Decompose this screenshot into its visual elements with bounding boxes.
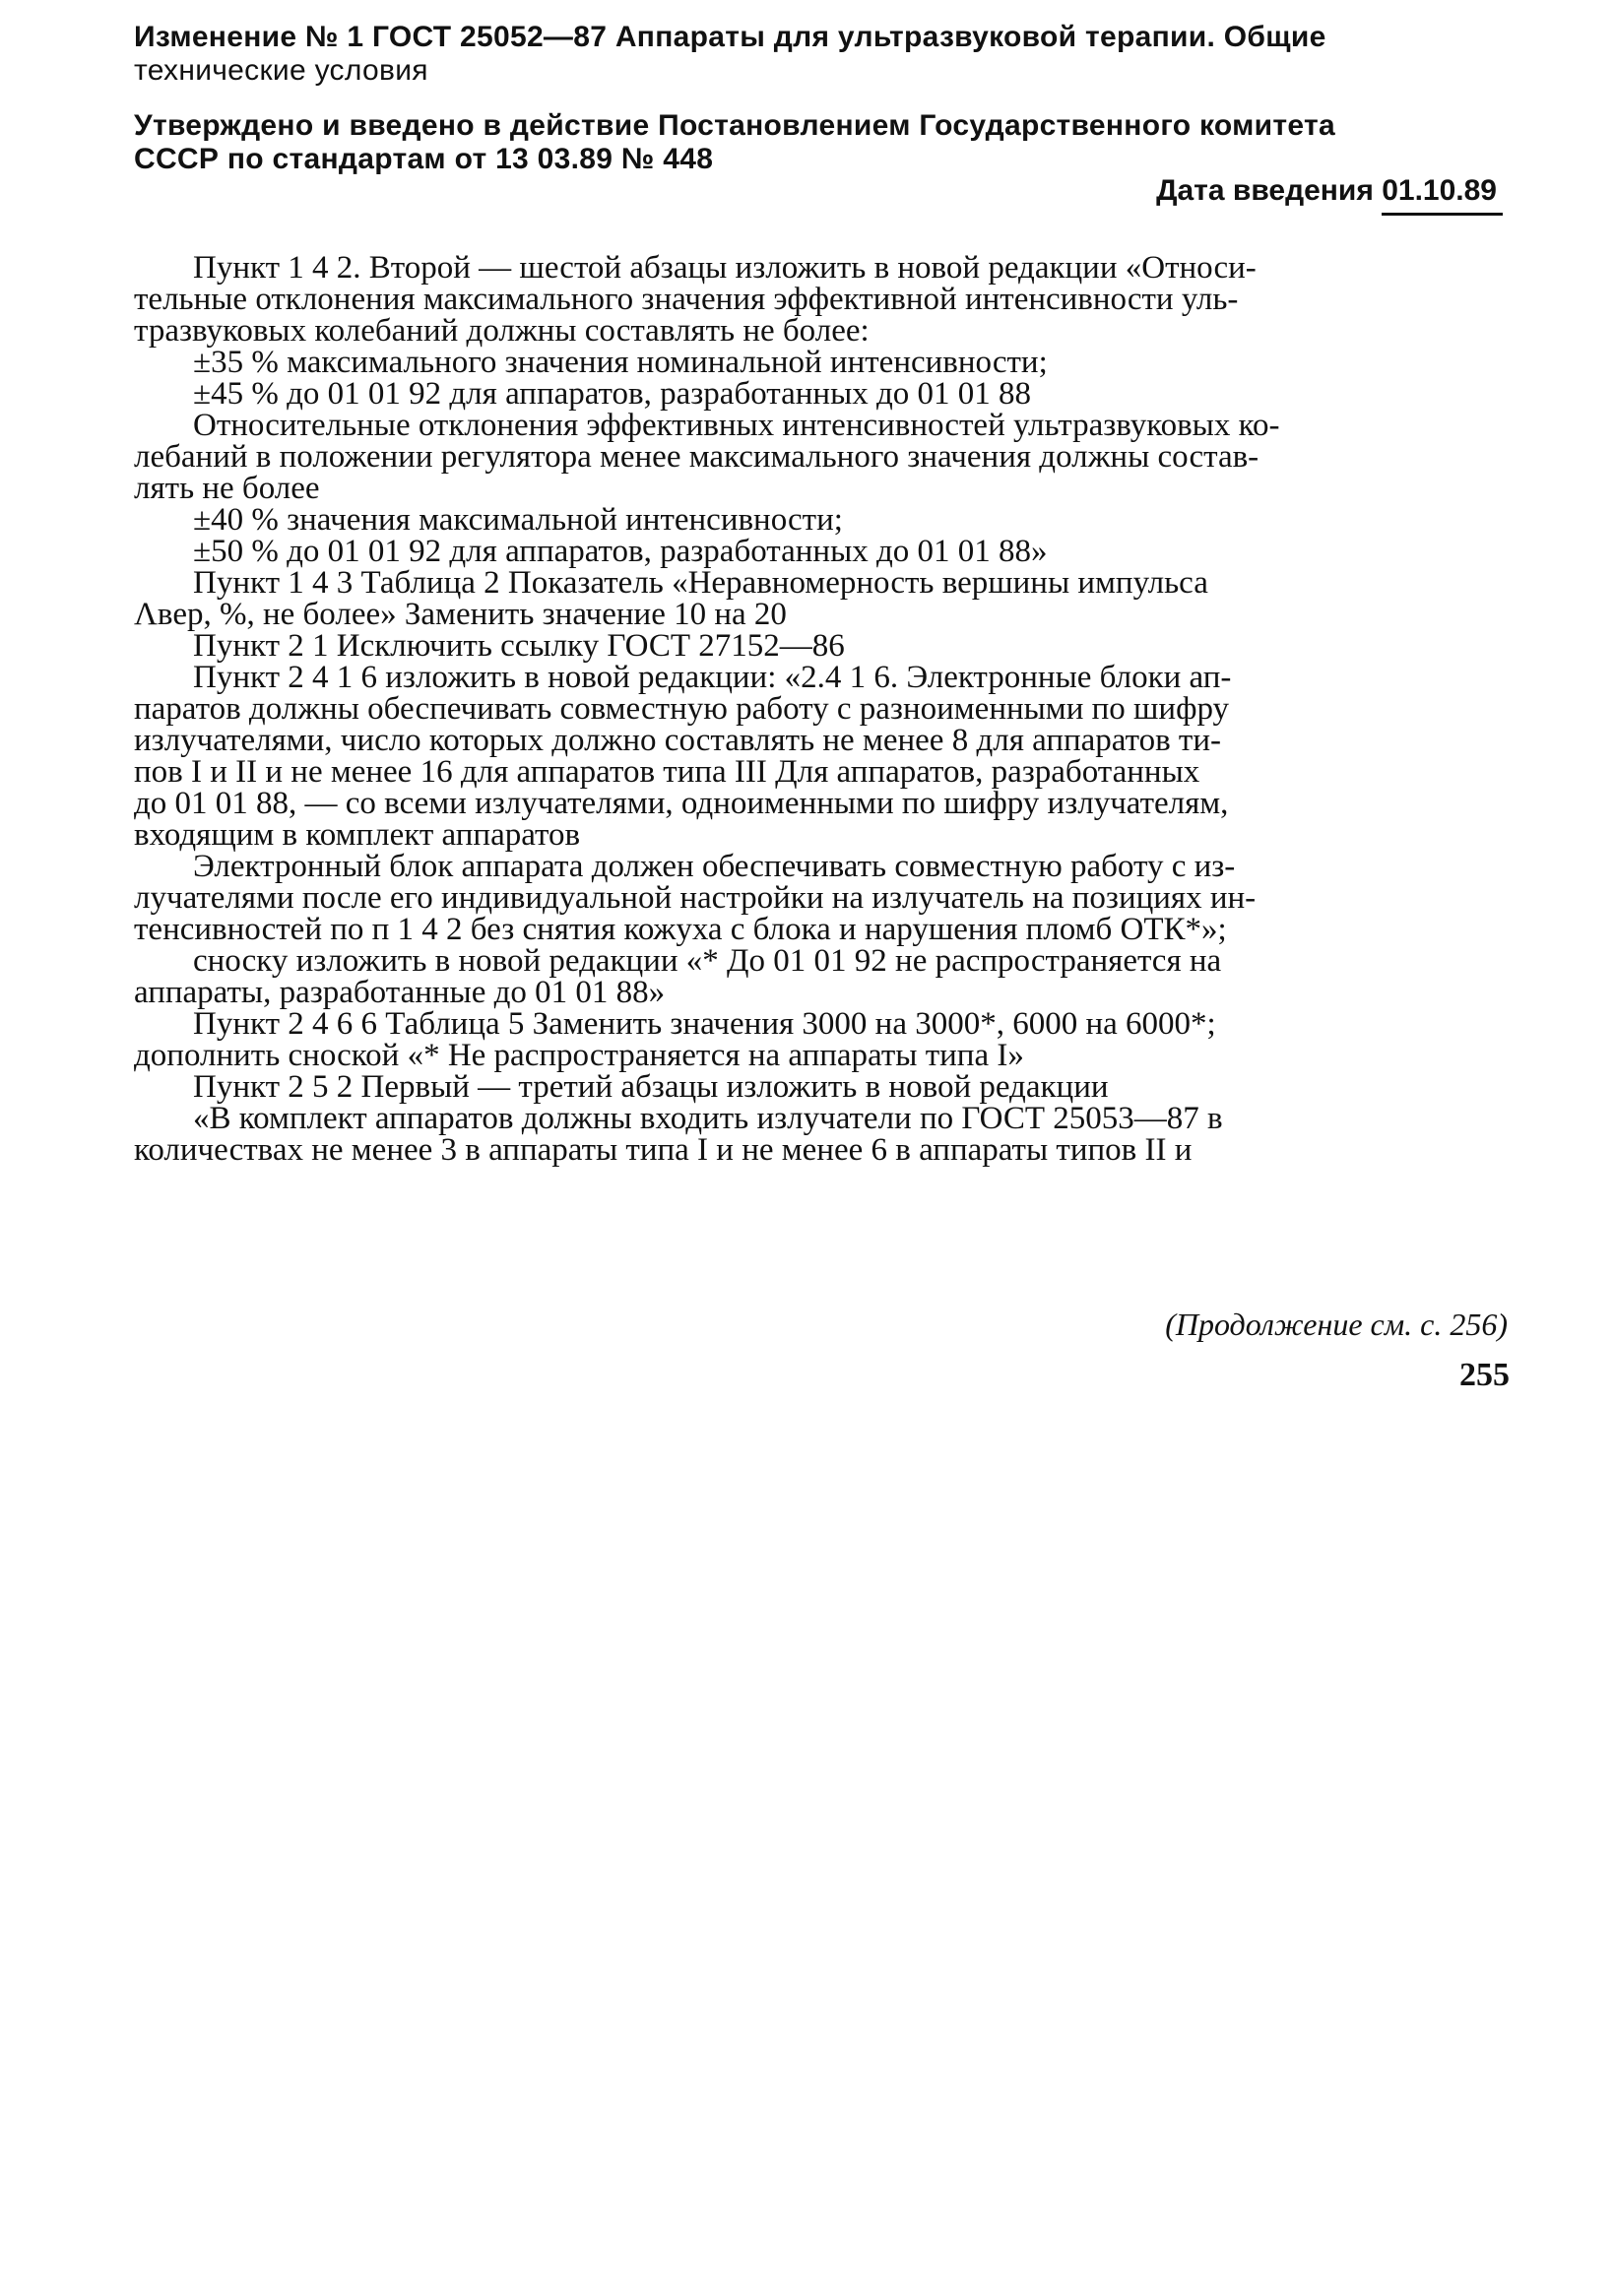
body-line: тенсивностей по п 1 4 2 без снятия кожуха с блока и нарушения пломб ОТК*»; [134,912,1227,947]
header-title-line-2: технические условия [134,54,428,87]
body-line: Пункт 1 4 3 Таблица 2 Показатель «Неравномерность вершины импульса [193,565,1208,601]
body-line: ±35 % максимального значения номинальной интенсивности; [193,345,1048,380]
body-line: излучателями, число которых должно составлять не менее 8 для аппаратов ти- [134,723,1221,758]
body-line: Электронный блок аппарата должен обеспечивать совместную работу с из- [193,849,1236,884]
body-line: «В комплект аппаратов должны входить излучатели по ГОСТ 25053—87 в [193,1101,1223,1136]
body-line: пов I и II и не менее 16 для аппаратов типа III Для аппаратов, разработанных [134,754,1200,790]
page-number: 255 [1459,1357,1510,1393]
body-line: ±50 % до 01 01 92 для аппаратов, разработанных до 01 01 88» [193,534,1048,569]
effective-date [1156,173,1503,209]
body-line: входящим в комплект аппаратов [134,817,581,853]
body-line: Пункт 2 5 2 Первый — третий абзацы изложить в новой редакции [193,1069,1109,1105]
body-line: Пункт 2 1 Исключить ссылку ГОСТ 27152—86 [193,628,845,664]
body-line: лучателями после его индивидуальной настройки на излучатель на позициях ин- [134,880,1257,916]
body-line: ±45 % до 01 01 92 для аппаратов, разработанных до 01 01 88 [193,376,1032,412]
body-line: тразвуковых колебаний должны составлять не более: [134,313,870,349]
effective-date-value: 01.10.89 [1382,174,1503,216]
header-title-line-1: Изменение № 1 ГОСТ 25052—87 Аппараты для ультразвуковой терапии. Общие [134,21,1326,53]
body-line: сноску изложить в новой редакции «* До 01 01 92 не распространяется на [193,943,1222,979]
body-line: Относительные отклонения эффективных интенсивностей ультразвуковых ко- [193,408,1280,443]
body-line: до 01 01 88, — со всеми излучателями, одноименными по шифру излучателям, [134,786,1229,821]
body-line: лебаний в положении регулятора менее максимального значения должны состав- [134,439,1259,475]
body-line: паратов должны обеспечивать совместную работу с разноименными по шифру [134,691,1230,727]
body-line: дополнить сноской «* Не распространяется на аппараты типа I» [134,1038,1024,1073]
header-approval-line-2: СССР по стандартам от 13 03.89 № 448 [134,143,714,175]
body-line: ±40 % значения максимальной интенсивности; [193,502,843,538]
body-line: лять не более [134,471,320,506]
body-line: Λвер, %, не более» Заменить значение 10 на 20 [134,597,787,632]
continuation-note: (Продолжение см. с. 256) [1165,1307,1508,1342]
body-line: количествах не менее 3 в аппараты типа I и не менее 6 в аппараты типов II и [134,1132,1193,1168]
amendment-body [134,250,1509,1168]
body-line: тельные отклонения максимального значения эффективной интенсивности уль- [134,282,1239,317]
header-approval-line-1: Утверждено и введено в действие Постановлением Государственного комитета [134,109,1335,142]
body-line: аппараты, разработанные до 01 01 88» [134,975,666,1010]
body-line: Пункт 2 4 6 6 Таблица 5 Заменить значения 3000 на 3000*, 6000 на 6000*; [193,1006,1216,1042]
body-line: Пункт 2 4 1 6 изложить в новой редакции: «2.4 1 6. Электронные блоки ап- [193,660,1232,695]
body-line: Пункт 1 4 2. Второй — шестой абзацы изложить в новой редакции «Относи- [193,250,1257,286]
effective-date-label: Дата введения [1156,174,1374,207]
